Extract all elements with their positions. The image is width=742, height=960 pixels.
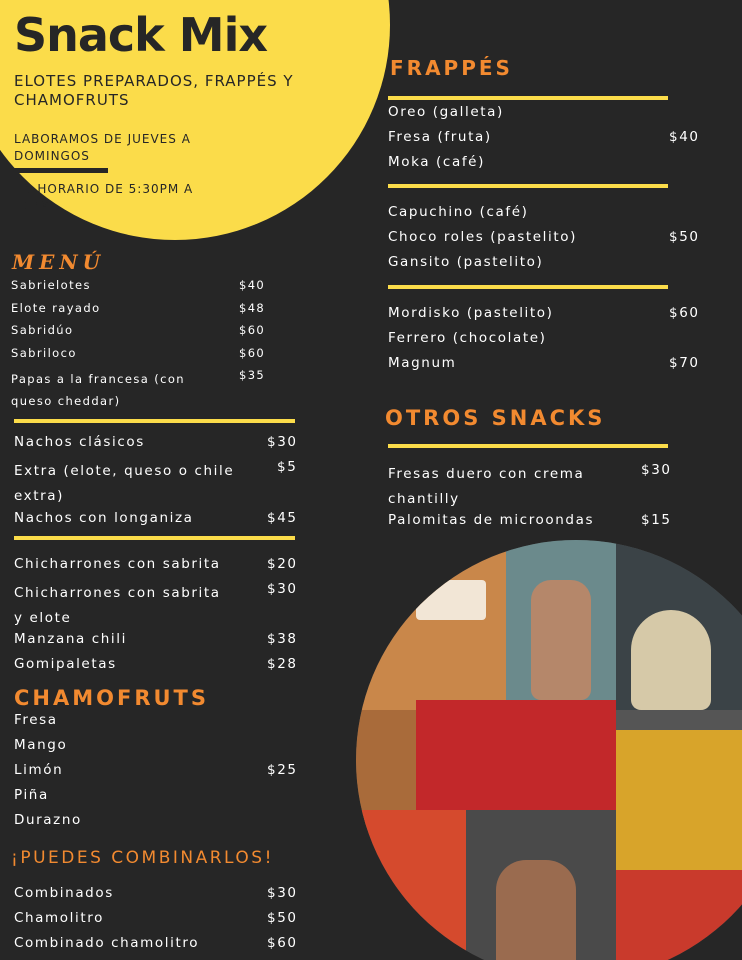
otros-price: $30 — [641, 462, 672, 478]
chamofruts-flavor: Limón — [14, 762, 64, 778]
snack-item: Chicharrones con sabrita — [14, 556, 221, 572]
snack-item: Chicharrones con sabrita y elote — [14, 585, 221, 626]
combo-item: Combinado chamolitro — [14, 935, 200, 951]
frappe-item: Gansito (pastelito) — [388, 254, 544, 270]
frappe-item: Capuchino (café) — [388, 204, 529, 220]
frappe-item: Choco roles (pastelito) — [388, 229, 577, 245]
frappe-price: $50 — [669, 229, 700, 245]
photo-nachos — [616, 730, 742, 870]
snack-price: $38 — [267, 631, 298, 647]
nachos-price: $30 — [267, 434, 298, 450]
photo-box-label — [416, 580, 486, 620]
section-divider — [388, 285, 668, 289]
menu-item: Papas a la francesa (con queso cheddar) — [11, 372, 185, 408]
otros-heading: OTROS SNACKS — [385, 406, 606, 430]
frappe-item: Mordisko (pastelito) — [388, 305, 554, 321]
combo-price: $50 — [267, 910, 298, 926]
photo-frappe-cup — [531, 580, 591, 700]
menu-item: Elote rayado — [11, 301, 101, 315]
chamofruts-heading: CHAMOFRUTS — [14, 686, 210, 710]
combine-heading: ¡PUEDES COMBINARLOS! — [11, 848, 274, 868]
section-divider — [14, 419, 295, 423]
snack-price: $30 — [267, 581, 298, 597]
section-divider — [388, 184, 668, 188]
nachos-price: $5 — [277, 459, 298, 475]
combo-price: $60 — [267, 935, 298, 951]
photo-frappe-cup-2 — [631, 610, 711, 710]
chamofruts-price: $25 — [267, 762, 298, 778]
menu-title: MENÚ — [12, 250, 106, 274]
snack-price: $20 — [267, 556, 298, 572]
frappe-item: Fresa (fruta) — [388, 129, 492, 145]
snack-price: $28 — [267, 656, 298, 672]
chamofruts-flavor: Fresa — [14, 712, 58, 728]
menu-item-price: $60 — [239, 323, 266, 337]
nachos-item: Nachos clásicos — [14, 434, 145, 450]
section-divider — [388, 444, 668, 448]
nachos-item: Nachos con longaniza — [14, 510, 194, 526]
frappes-heading: FRAPPÉS — [390, 56, 513, 80]
brand-subtitle: ELOTES PREPARADOS, FRAPPÉS Y CHAMOFRUTS — [14, 72, 294, 109]
photo-snackmix-box — [356, 540, 506, 710]
section-divider — [388, 96, 668, 100]
frappe-item: Ferrero (chocolate) — [388, 330, 547, 346]
chamofruts-flavor: Mango — [14, 737, 68, 753]
frappe-item: Oreo (galleta) — [388, 104, 504, 120]
nachos-item: Extra (elote, queso o chile extra) — [14, 463, 235, 504]
frappe-price: $60 — [669, 305, 700, 321]
combo-item: Chamolitro — [14, 910, 104, 926]
frappe-item: Moka (café) — [388, 154, 485, 170]
combo-item: Combinados — [14, 885, 114, 901]
menu-item-price: $48 — [239, 301, 266, 315]
photo-snackmix-bag — [616, 870, 742, 960]
menu-item: Sabrielotes — [11, 278, 91, 292]
menu-item-price: $35 — [239, 368, 266, 382]
opening-days: LABORAMOS DE JUEVES A DOMINGOS — [14, 132, 191, 163]
chamofruts-flavor: Durazno — [14, 812, 82, 828]
frappe-price: $70 — [669, 355, 700, 371]
frappe-item: Magnum — [388, 355, 457, 371]
section-divider — [14, 536, 295, 540]
frappe-price: $40 — [669, 129, 700, 145]
combo-price: $30 — [267, 885, 298, 901]
menu-item: Sabridúo — [11, 323, 74, 337]
menu-item-price: $40 — [239, 278, 266, 292]
otros-item: Palomitas de microondas — [388, 512, 595, 528]
nachos-price: $45 — [267, 510, 298, 526]
opening-hours: EN HORARIO DE 5:30PM A 10PM — [14, 182, 194, 213]
photo-gomipaletas — [416, 700, 616, 810]
otros-item: Fresas duero con crema chantilly — [388, 466, 585, 507]
photo-frappe-cup-3 — [496, 860, 576, 960]
header-divider — [14, 168, 108, 173]
menu-item-price: $60 — [239, 346, 266, 360]
otros-price: $15 — [641, 512, 672, 528]
chamofruts-flavor: Piña — [14, 787, 49, 803]
food-photo-collage — [356, 540, 742, 960]
snack-item: Gomipaletas — [14, 656, 117, 672]
snack-item: Manzana chili — [14, 631, 127, 647]
menu-item: Sabriloco — [11, 346, 77, 360]
photo-duero-bags — [356, 810, 466, 960]
brand-title: Snack Mix — [14, 8, 268, 62]
